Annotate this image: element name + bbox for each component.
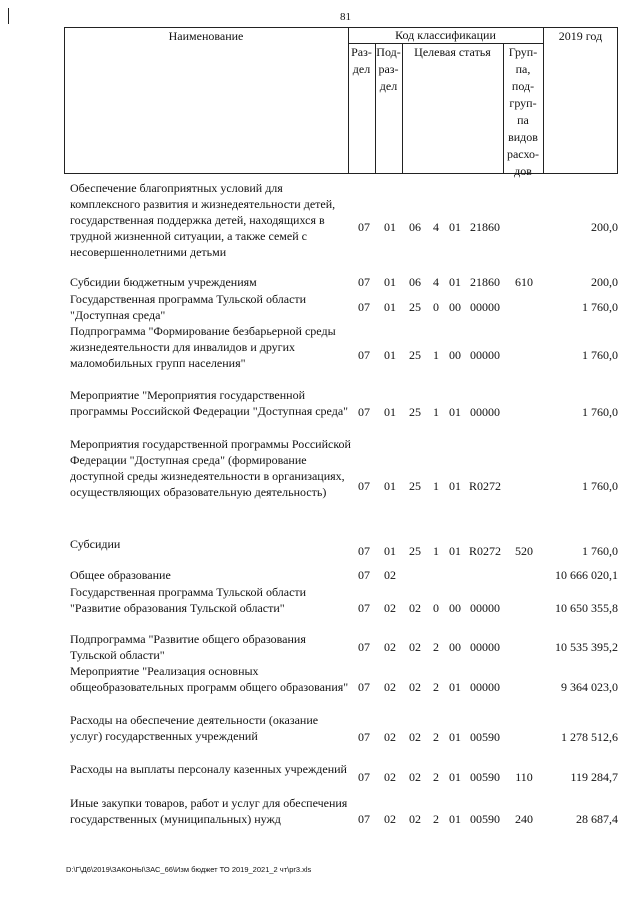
code-c1: 02 [409,640,421,654]
row-name: Мероприятие "Мероприятия государственной программы Российской Федерации "Доступная среда" [70,388,349,418]
code-c2: 2 [433,640,439,654]
code-pr: 01 [384,479,396,493]
code-c3: 01 [449,680,461,694]
code-c4: R0272 [468,544,501,558]
code-rz: 07 [358,544,370,558]
row-amount: 119 284,7 [570,770,618,784]
code-c3: 01 [449,405,461,419]
file-path: D:\Г\Д6\2019\ЗАКОНЫ\ЗАС_66\Изм бюджет ТО 2019_2021_2 чт\pr3.xls [66,865,312,874]
code-pr: 02 [384,640,396,654]
row-name: Расходы на выплаты персоналу казенных учреждений [70,762,347,776]
code-c4: 00590 [470,812,500,826]
code-rz: 07 [358,300,370,314]
code-c3: 00 [449,348,461,362]
code-c3: 01 [449,275,461,289]
code-c3: 01 [449,770,461,784]
code-pr: 02 [384,812,396,826]
row-name: Субсидии бюджетным учреждениям [70,275,257,289]
code-c2: 1 [433,405,439,419]
code-c1: 02 [409,601,421,615]
code-vr: 240 [515,812,533,826]
code-pr: 01 [384,544,396,558]
code-c4: 00000 [470,640,500,654]
code-c4: 00000 [470,680,500,694]
code-c3: 01 [449,220,461,234]
code-rz: 07 [358,220,370,234]
row-name: Расходы на обеспечение деятельности (оказание услуг) государственных учреждений [70,713,319,743]
code-c1: 06 [409,275,421,289]
code-rz: 07 [358,812,370,826]
code-pr: 02 [384,601,396,615]
row-amount: 1 760,0 [582,544,618,558]
row-name: Государственная программа Тульской области "Развитие образования Тульской области" [70,585,307,615]
code-c4: 00590 [470,730,500,744]
row-amount: 1 278 512,6 [561,730,618,744]
table-header [64,27,618,178]
code-c3: 00 [449,601,461,615]
row-name: Мероприятие "Реализация основных общеобразовательных программ общего образования" [70,664,349,694]
code-rz: 07 [358,479,370,493]
row-amount: 10 535 395,2 [555,640,618,654]
header-subsection: Под- раз- дел [376,45,401,93]
code-c1: 25 [409,300,421,314]
code-c3: 01 [449,479,461,493]
code-pr: 02 [384,680,396,694]
code-c1: 25 [409,348,421,362]
row-name: Государственная программа Тульской области "Доступная среда" [70,292,307,322]
row-amount: 10 666 020,1 [555,568,618,582]
row-name: Иные закупки товаров, работ и услуг для обеспечения государственных (муниципальных) нужд [70,796,348,826]
code-rz: 07 [358,568,370,582]
code-c2: 2 [433,812,439,826]
code-c2: 0 [433,601,439,615]
code-c2: 1 [433,544,439,558]
code-c2: 0 [433,300,439,314]
code-c2: 4 [433,220,439,234]
code-rz: 07 [358,730,370,744]
code-c2: 1 [433,479,439,493]
code-vr: 110 [515,770,533,784]
code-c3: 01 [449,544,461,558]
code-c4: 00590 [470,770,500,784]
code-pr: 02 [384,730,396,744]
row-amount: 1 760,0 [582,300,618,314]
code-c1: 02 [409,812,421,826]
row-amount: 200,0 [591,275,618,289]
row-amount: 28 687,4 [576,812,618,826]
row-amount: 1 760,0 [582,405,618,419]
header-group: Груп- па, под- груп- па видов расхо- дов [506,45,540,178]
row-amount: 1 760,0 [582,479,618,493]
code-c2: 2 [433,770,439,784]
margin-mark [8,8,9,24]
row-name: Подпрограмма "Формирование безбарьерной среды жизнедеятельности для инвалидов и других маломобильных групп населения" [70,324,336,370]
code-rz: 07 [358,601,370,615]
code-pr: 01 [384,300,396,314]
code-c4: R0272 [468,479,501,493]
code-c4: 00000 [470,348,500,362]
code-c3: 01 [449,812,461,826]
header-name: Наименование [168,29,244,43]
row-name: Субсидии [70,537,121,551]
code-c2: 2 [433,730,439,744]
code-rz: 07 [358,770,370,784]
code-c1: 25 [409,405,421,419]
code-c2: 4 [433,275,439,289]
code-rz: 07 [358,275,370,289]
code-c1: 06 [409,220,421,234]
code-rz: 07 [358,640,370,654]
code-pr: 02 [384,770,396,784]
row-name: Обеспечение благоприятных условий для комплексного развития и жизнедеятельности детей, государственная поддержка детей, находящихся в трудной жизненной ситуации, а также семей с несовершеннолетними детьми [70,181,336,259]
code-c4: 21860 [470,275,500,289]
row-name: Подпрограмма "Развитие общего образования Тульской области" [70,632,306,662]
code-pr: 01 [384,275,396,289]
code-c2: 1 [433,348,439,362]
code-c2: 2 [433,680,439,694]
code-c4: 00000 [470,300,500,314]
code-c1: 02 [409,770,421,784]
code-c4: 21860 [470,220,500,234]
code-c1: 25 [409,544,421,558]
header-section: Раз- дел [351,45,372,76]
row-amount: 1 760,0 [582,348,618,362]
code-rz: 07 [358,405,370,419]
code-pr: 01 [384,405,396,419]
code-rz: 07 [358,680,370,694]
code-c4: 00000 [470,601,500,615]
code-c1: 02 [409,680,421,694]
row-amount: 200,0 [591,220,618,234]
header-year: 2019 год [558,29,603,43]
code-c1: 25 [409,479,421,493]
row-amount: 10 650 355,8 [555,601,618,615]
code-c3: 00 [449,300,461,314]
code-c3: 00 [449,640,461,654]
code-rz: 07 [358,348,370,362]
code-pr: 02 [384,568,396,582]
row-name: Мероприятия государственной программы Российской Федерации "Доступная среда" (формирование доступной среды жизнедеятельности в организациях, осуществляющих образовательную деятельность) [70,437,351,499]
code-pr: 01 [384,348,396,362]
row-name: Общее образование [70,568,171,582]
code-c3: 01 [449,730,461,744]
code-c4: 00000 [470,405,500,419]
code-pr: 01 [384,220,396,234]
row-amount: 9 364 023,0 [561,680,618,694]
code-vr: 610 [515,275,533,289]
header-code: Код классификации [395,28,496,42]
code-vr: 520 [515,544,533,558]
header-target: Целевая статья [414,45,491,59]
code-c1: 02 [409,730,421,744]
page-number: 81 [340,11,351,23]
